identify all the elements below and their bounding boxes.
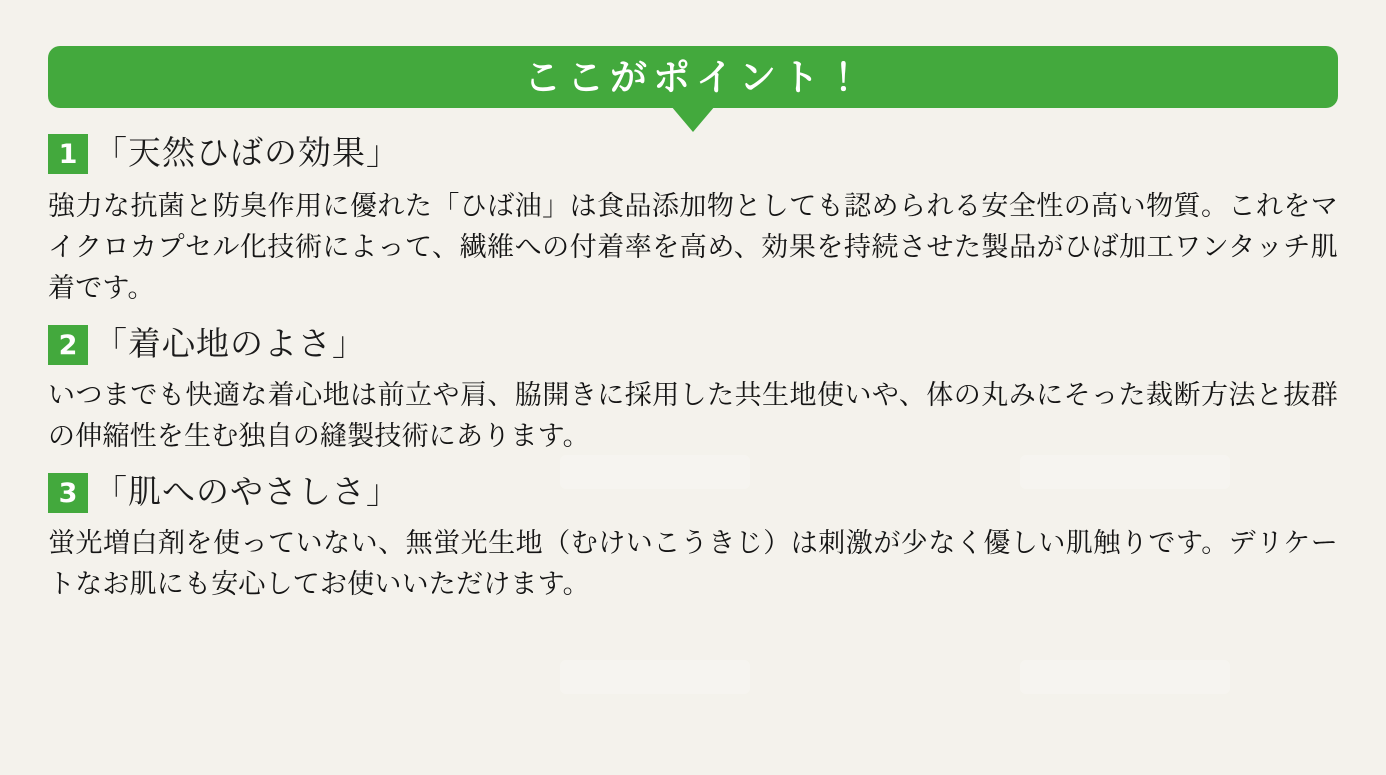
points-list bbox=[48, 132, 1338, 605]
point-number-badge: 1 bbox=[48, 134, 88, 174]
banner-arrow-icon bbox=[671, 106, 715, 132]
point-item bbox=[48, 471, 1338, 605]
point-header bbox=[48, 471, 1338, 515]
point-number-badge: 3 bbox=[48, 473, 88, 513]
banner-container bbox=[48, 0, 1338, 108]
point-header bbox=[48, 323, 1338, 367]
point-header bbox=[48, 132, 1338, 176]
point-item bbox=[48, 323, 1338, 457]
point-title: 「肌へのやさしさ」 bbox=[94, 475, 400, 511]
point-number-badge: 2 bbox=[48, 325, 88, 365]
banner-title: ここがポイント！ bbox=[524, 55, 868, 99]
point-item bbox=[48, 132, 1338, 309]
point-title: 「着心地のよさ」 bbox=[94, 326, 366, 363]
point-body-text: いつまでも快適な着心地は前立や肩、脇開きに採用した共生地使いや、体の丸みにそった裁断方法と抜群の伸縮性を生む独自の縫製技術にあります。 bbox=[48, 380, 1338, 452]
point-body-text: 強力な抗菌と防臭作用に優れた「ひば油」は食品添加物としても認められる安全性の高い物質。これをマイクロカプセル化技術によって、繊維への付着率を高め、効果を持続させた製品がひば加工ワンタッチ肌着です。 bbox=[48, 191, 1338, 304]
point-banner bbox=[48, 46, 1338, 108]
point-body-text: 蛍光増白剤を使っていない、無蛍光生地（むけいこうきじ）は刺激が少なく優しい肌触りです。デリケートなお肌にも安心してお使いいただけます。 bbox=[48, 528, 1338, 600]
point-title: 「天然ひばの効果」 bbox=[94, 135, 400, 172]
